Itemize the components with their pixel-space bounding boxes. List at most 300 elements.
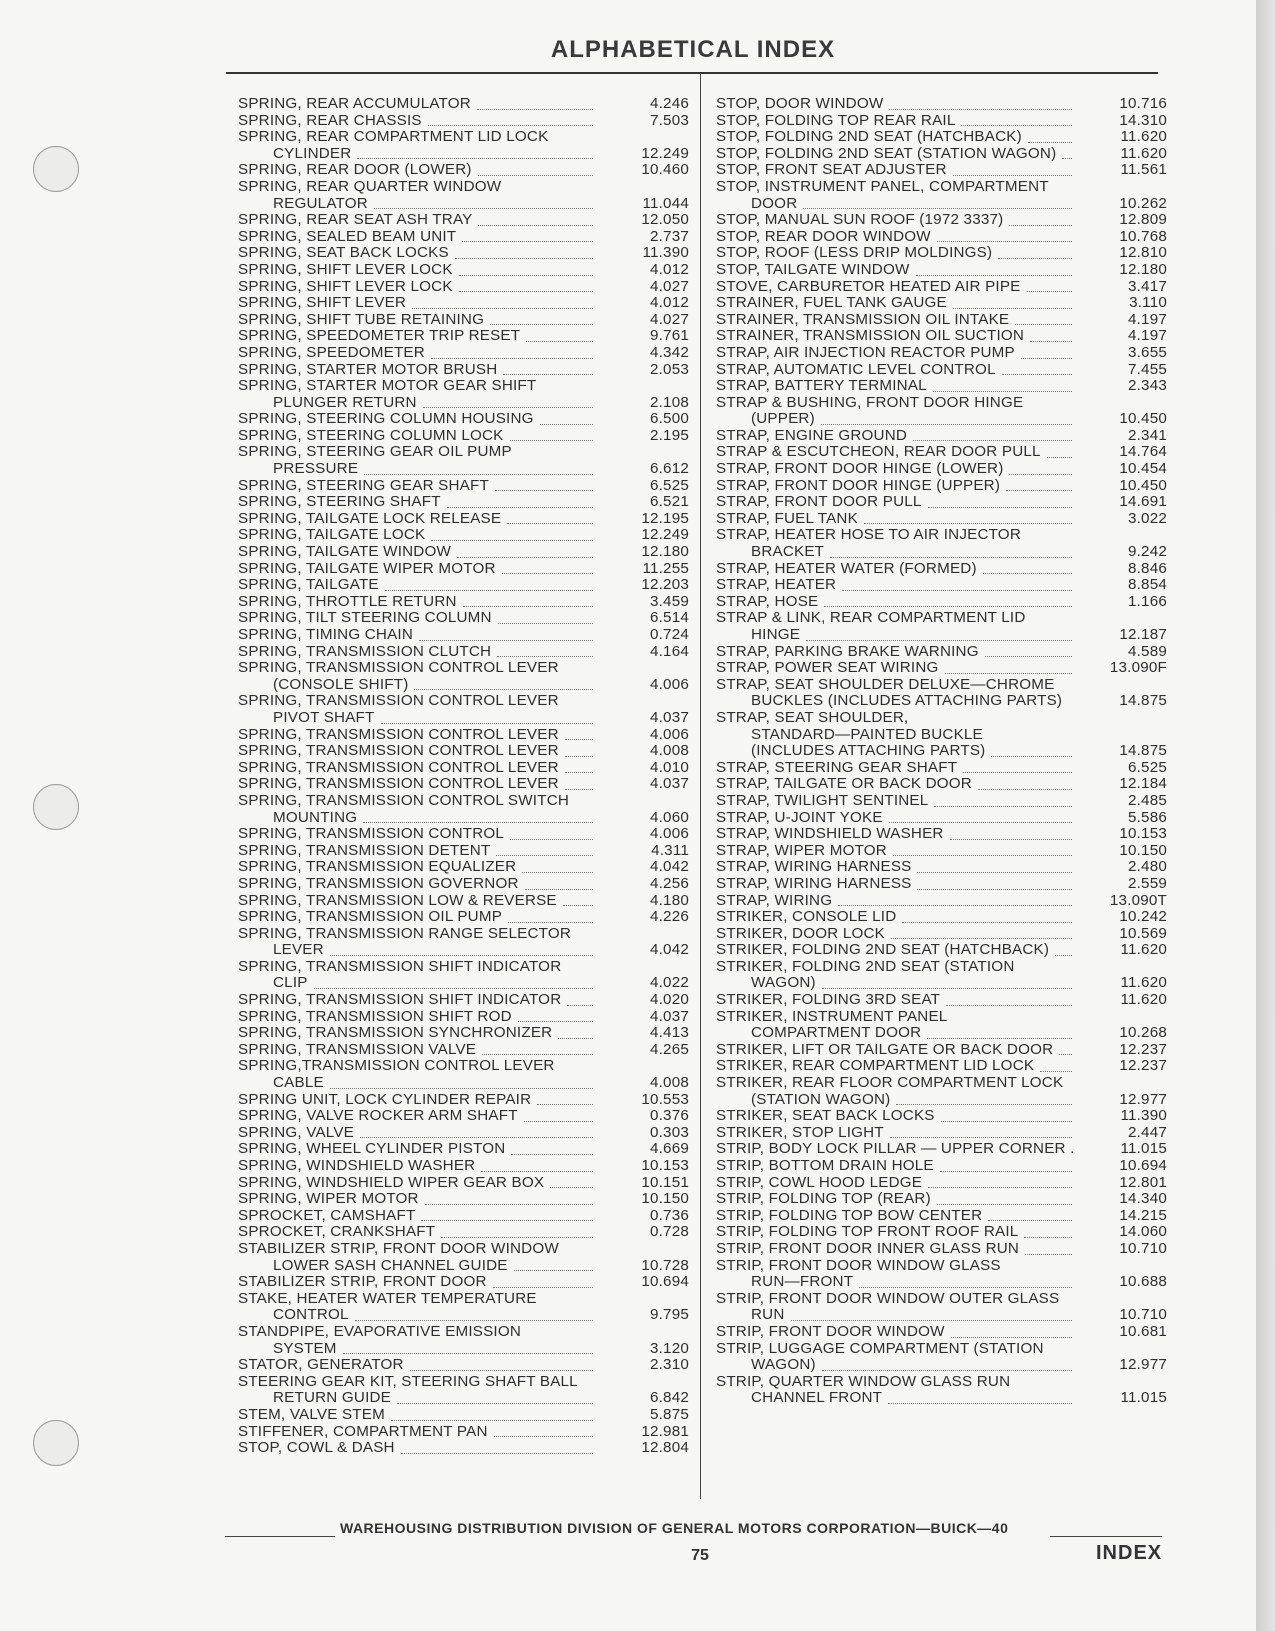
dot-leader <box>565 755 593 757</box>
entry-reference: 6.525 <box>649 476 689 494</box>
entry-text: SPRING, TRANSMISSION GOVERNOR <box>238 874 519 892</box>
dot-leader <box>360 1136 593 1138</box>
entry-reference: 14.060 <box>1119 1223 1167 1241</box>
dot-leader <box>822 987 1072 989</box>
entry-reference: 4.589 <box>1127 642 1167 660</box>
entry-reference: 4.164 <box>649 642 689 660</box>
entry-reference: 4.669 <box>649 1140 689 1158</box>
dot-leader <box>459 290 593 292</box>
entry-text: SPRING, STARTER MOTOR BRUSH <box>238 360 498 378</box>
entry-text: STRAP, FRONT DOOR PULL <box>716 493 922 511</box>
entry-reference: 3.655 <box>1127 343 1167 361</box>
dot-leader <box>493 1286 593 1288</box>
entry-text: STRIKER, REAR COMPARTMENT LID LOCK <box>716 1057 1035 1075</box>
index-entry <box>238 478 693 495</box>
index-entry <box>716 527 1171 560</box>
entry-reference: 2.343 <box>1127 377 1167 395</box>
entry-text: SPRING, TRANSMISSION RANGE SELECTOR <box>238 924 572 942</box>
dot-leader <box>508 921 593 923</box>
entry-reference: 12.977 <box>1119 1090 1167 1108</box>
index-entry <box>716 843 1171 860</box>
entry-reference: 2.195 <box>649 426 689 444</box>
page-edge <box>1256 0 1275 1631</box>
entry-text: SPRING, TRANSMISSION SHIFT INDICATOR <box>238 957 562 975</box>
entry-text: STRAP, WIRING HARNESS <box>716 874 912 892</box>
entry-reference: 10.151 <box>641 1173 689 1191</box>
entry-reference: 14.875 <box>1119 692 1167 710</box>
entry-text: STRAP, SEAT SHOULDER DELUXE—CHROME <box>716 675 1055 693</box>
entry-reference: 6.525 <box>1127 758 1167 776</box>
index-entry <box>716 710 1171 760</box>
entry-text: SPRING, TRANSMISSION CONTROL LEVER <box>238 758 559 776</box>
entry-reference: 4.020 <box>649 991 689 1009</box>
entry-text-continued: CYLINDER <box>273 144 352 162</box>
index-entry <box>238 1025 693 1042</box>
entry-text: STOP, INSTRUMENT PANEL, COMPARTMENT <box>716 177 1049 195</box>
entry-reference: 14.691 <box>1119 493 1167 511</box>
entry-reference: 10.710 <box>1119 1306 1167 1324</box>
dot-leader <box>1002 373 1072 375</box>
dot-leader <box>983 572 1072 574</box>
index-entry <box>716 1341 1171 1374</box>
dot-leader <box>355 1319 593 1321</box>
index-entry <box>238 992 693 1009</box>
index-entry <box>238 262 693 279</box>
entry-reference: 12.203 <box>641 576 689 594</box>
entry-reference: 14.340 <box>1119 1190 1167 1208</box>
entry-reference: 12.801 <box>1119 1173 1167 1191</box>
entry-text-continued: LEVER <box>273 941 324 959</box>
entry-text: SPRING, TRANSMISSION LOW & REVERSE <box>238 891 557 909</box>
index-entry <box>238 793 693 826</box>
index-entry <box>716 1324 1171 1341</box>
entry-text: SPRING, SEALED BEAM UNIT <box>238 227 457 245</box>
entry-text: STRIKER, DOOR LOCK <box>716 924 886 942</box>
dot-leader <box>933 390 1072 392</box>
dot-leader <box>503 373 593 375</box>
index-entry <box>238 345 693 362</box>
entry-text: SPRING, TAILGATE WINDOW <box>238 543 452 561</box>
index-entry <box>238 610 693 627</box>
entry-text-continued: LOWER SASH CHANNEL GUIDE <box>273 1256 508 1274</box>
entry-text: STOP, FOLDING 2ND SEAT (STATION WAGON) <box>716 144 1057 162</box>
index-entry <box>716 926 1171 943</box>
entry-reference: 11.561 <box>1120 161 1167 179</box>
dot-leader <box>889 108 1072 110</box>
index-entry <box>716 1374 1171 1407</box>
index-entry <box>716 1258 1171 1291</box>
index-entry <box>716 660 1171 677</box>
index-entry <box>716 328 1171 345</box>
dot-leader <box>890 1136 1072 1138</box>
entry-text-continued: BUCKLES (INCLUDES ATTACHING PARTS) <box>751 692 1063 710</box>
dot-leader <box>428 124 593 126</box>
dot-leader <box>917 888 1072 890</box>
index-entry <box>238 229 693 246</box>
dot-leader <box>412 307 593 309</box>
dot-leader <box>888 1402 1072 1404</box>
index-entry <box>238 162 693 179</box>
index-entry <box>238 1208 693 1225</box>
entry-reference: 4.042 <box>649 858 689 876</box>
index-entry <box>716 279 1171 296</box>
index-entry <box>238 295 693 312</box>
entry-text-continued: REGULATOR <box>273 194 368 212</box>
index-entry <box>716 1058 1171 1075</box>
dot-leader <box>565 771 593 773</box>
index-entry <box>238 1291 693 1324</box>
index-entry <box>238 627 693 644</box>
index-entry <box>716 1042 1171 1059</box>
entry-reference: 12.809 <box>1119 211 1167 229</box>
index-entry <box>238 1125 693 1142</box>
entry-text: SPRING, SHIFT LEVER <box>238 294 407 312</box>
entry-text-continued: HINGE <box>751 626 801 643</box>
entry-text-continued: CHANNEL FRONT <box>751 1389 883 1407</box>
entry-text: STRIP, COWL HOOD LEDGE <box>716 1173 923 1191</box>
index-entry <box>716 561 1171 578</box>
entry-text: SPRING, STEERING SHAFT <box>238 493 441 511</box>
dot-leader <box>928 1186 1072 1188</box>
dot-leader <box>791 1319 1072 1321</box>
index-entry <box>238 577 693 594</box>
dot-leader <box>457 556 593 558</box>
entry-text: STRAP, BATTERY TERMINAL <box>716 377 927 395</box>
dot-leader <box>357 157 593 159</box>
index-entry <box>238 1042 693 1059</box>
entry-text: SPRING, SPEEDOMETER TRIP RESET <box>238 327 521 345</box>
dot-leader <box>838 904 1072 906</box>
dot-leader <box>565 738 593 740</box>
dot-leader <box>891 937 1072 939</box>
entry-text: STRAP, PARKING BRAKE WARNING <box>716 642 979 660</box>
entry-text: STRAP, HEATER WATER (FORMED) <box>716 559 977 577</box>
entry-text-continued: BRACKET <box>751 543 825 561</box>
index-entry <box>238 693 693 726</box>
dot-leader <box>401 1452 593 1454</box>
index-entry <box>238 893 693 910</box>
entry-text: SPRING, STARTER MOTOR GEAR SHIFT <box>238 377 537 395</box>
entry-reference: 11.015 <box>1120 1389 1167 1407</box>
dot-leader <box>537 1103 593 1105</box>
entry-text: STRAP, AUTOMATIC LEVEL CONTROL <box>716 360 996 378</box>
index-entry <box>716 444 1171 461</box>
index-entry <box>238 727 693 744</box>
index-entry <box>716 876 1171 893</box>
dot-leader <box>824 605 1072 607</box>
entry-text: STRIKER, STOP LIGHT <box>716 1123 884 1141</box>
entry-text: STOP, DOOR WINDOW <box>716 95 884 112</box>
entry-text: STRIKER, SEAT BACK LOCKS <box>716 1107 935 1125</box>
index-entry <box>716 992 1171 1009</box>
title-rule <box>226 72 1158 74</box>
index-entry <box>238 561 693 578</box>
entry-reference: 10.262 <box>1119 194 1167 212</box>
dot-leader <box>1040 1070 1072 1072</box>
entry-reference: 6.842 <box>649 1389 689 1407</box>
entry-reference: 3.459 <box>649 592 689 610</box>
dot-leader <box>540 423 593 425</box>
dot-leader <box>478 224 593 226</box>
entry-reference: 11.620 <box>1120 941 1167 959</box>
index-entry <box>238 876 693 893</box>
entry-text: STRAP, HOSE <box>716 592 819 610</box>
entry-text-continued: SYSTEM <box>273 1339 337 1357</box>
entry-reference: 8.846 <box>1127 559 1167 577</box>
dot-leader <box>937 240 1072 242</box>
entry-text: SPRING, TRANSMISSION SHIFT ROD <box>238 1007 512 1025</box>
entry-text: SPRING, REAR QUARTER WINDOW <box>238 177 502 195</box>
index-entry <box>238 1357 693 1374</box>
entry-text: STIFFENER, COMPARTMENT PAN <box>238 1422 488 1440</box>
entry-reference: 12.195 <box>641 509 689 527</box>
index-entry <box>716 395 1171 428</box>
dot-leader <box>945 672 1072 674</box>
dot-leader <box>950 838 1072 840</box>
entry-reference: 11.015 <box>1120 1140 1167 1158</box>
entry-reference: 4.256 <box>649 874 689 892</box>
dot-leader <box>510 439 593 441</box>
index-entry <box>716 129 1171 146</box>
dot-leader <box>941 1120 1072 1122</box>
dot-leader <box>1055 954 1072 956</box>
entry-reference: 4.012 <box>649 260 689 278</box>
entry-text: STRIKER, LIFT OR TAILGATE OR BACK DOOR <box>716 1040 1054 1058</box>
entry-text: STRIP, FRONT DOOR WINDOW <box>716 1322 945 1340</box>
entry-reference: 2.447 <box>1127 1123 1167 1141</box>
entry-text: SPRING, TRANSMISSION DETENT <box>238 841 491 859</box>
index-entry <box>238 1158 693 1175</box>
entry-text-continued: WAGON) <box>751 974 816 992</box>
dot-leader <box>889 821 1072 823</box>
index-entry <box>716 893 1171 910</box>
entry-reference: 10.450 <box>1119 476 1167 494</box>
index-entry <box>238 511 693 528</box>
dot-leader <box>934 805 1072 807</box>
dot-leader <box>963 771 1072 773</box>
entry-text: SPRING, STEERING GEAR OIL PUMP <box>238 443 512 461</box>
entry-text: STRAP, WINDSHIELD WASHER <box>716 825 944 843</box>
entry-text: STRIKER, CONSOLE LID <box>716 908 897 926</box>
index-entry <box>716 1291 1171 1324</box>
dot-leader <box>502 572 593 574</box>
entry-reference: 10.454 <box>1119 460 1167 478</box>
entry-reference: 12.237 <box>1119 1057 1167 1075</box>
dot-leader <box>524 1120 593 1122</box>
index-entry <box>238 1324 693 1357</box>
dot-leader <box>447 506 593 508</box>
index-entry <box>716 1158 1171 1175</box>
dot-leader <box>946 1004 1072 1006</box>
dot-leader <box>1027 290 1072 292</box>
entry-reference: 2.480 <box>1127 858 1167 876</box>
entry-text: SPRING, WIPER MOTOR <box>238 1190 419 1208</box>
entry-reference: 10.150 <box>641 1190 689 1208</box>
entry-text: STRAP, AIR INJECTION REACTOR PUMP <box>716 343 1015 361</box>
binder-hole <box>33 146 79 192</box>
index-entry <box>238 959 693 992</box>
entry-reference: 9.761 <box>649 327 689 345</box>
dot-leader <box>565 788 593 790</box>
entry-text-continued: PLUNGER RETURN <box>273 393 417 411</box>
entry-text: STRIP, BOTTOM DRAIN HOLE <box>716 1157 934 1174</box>
entry-text: STAKE, HEATER WATER TEMPERATURE <box>238 1289 537 1307</box>
entry-text-continued: WAGON) <box>751 1356 816 1374</box>
index-entry <box>238 544 693 561</box>
entry-reference: 11.255 <box>642 559 689 577</box>
entry-text: STRIP, QUARTER WINDOW GLASS RUN <box>716 1372 1011 1390</box>
dot-leader <box>441 1236 593 1238</box>
index-entry <box>238 1224 693 1241</box>
dot-leader <box>998 257 1072 259</box>
entry-text: SPRING,TRANSMISSION CONTROL LEVER <box>238 1057 555 1075</box>
entry-text-continued: STANDARD—PAINTED BUCKLE <box>751 725 983 743</box>
dot-leader <box>927 1037 1072 1039</box>
dot-leader <box>1030 340 1072 342</box>
index-entry <box>716 96 1171 113</box>
index-entry <box>238 428 693 445</box>
entry-reference: 4.060 <box>649 808 689 826</box>
index-entry <box>238 1191 693 1208</box>
entry-text: SPRING, WINDSHIELD WIPER GEAR BOX <box>238 1173 545 1191</box>
dot-leader <box>563 904 593 906</box>
index-entry <box>716 362 1171 379</box>
entry-text: SPRING, TRANSMISSION VALVE <box>238 1040 477 1058</box>
index-entry <box>238 1407 693 1424</box>
entry-reference: 11.620 <box>1120 974 1167 992</box>
entry-text: STOP, TAILGATE WINDOW <box>716 260 910 278</box>
entry-text: STRAP, FRONT DOOR HINGE (UPPER) <box>716 476 1001 494</box>
binder-hole <box>33 1420 79 1466</box>
entry-text: STOP, FOLDING TOP REAR RAIL <box>716 111 956 129</box>
index-entry <box>716 810 1171 827</box>
dot-leader <box>522 871 593 873</box>
page-number: 75 <box>691 1547 709 1564</box>
entry-text: SPRING, SHIFT LEVER LOCK <box>238 277 453 295</box>
entry-text: STATOR, GENERATOR <box>238 1356 404 1374</box>
entry-text: SPRING, STEERING COLUMN LOCK <box>238 426 504 444</box>
entry-text: STEERING GEAR KIT, STEERING SHAFT BALL <box>238 1372 578 1390</box>
entry-text: STOP, MANUAL SUN ROOF (1972 3337) <box>716 211 1004 229</box>
index-entry <box>238 594 693 611</box>
entry-reference: 10.268 <box>1119 1024 1167 1042</box>
entry-reference: 3.417 <box>1127 277 1167 295</box>
index-entry <box>238 1141 693 1158</box>
entry-reference: 12.981 <box>641 1422 689 1440</box>
dot-leader <box>567 1004 593 1006</box>
dot-leader <box>510 838 593 840</box>
index-entry <box>716 594 1171 611</box>
entry-reference: 12.180 <box>1119 260 1167 278</box>
entry-text: STRIP, FOLDING TOP (REAR) <box>716 1190 931 1208</box>
index-entry <box>716 312 1171 329</box>
index-entry <box>716 610 1171 643</box>
entry-reference: 2.310 <box>649 1356 689 1374</box>
dot-leader <box>425 1203 593 1205</box>
entry-text: SPRING, TAILGATE <box>238 576 379 594</box>
entry-reference: 12.249 <box>641 526 689 544</box>
entry-reference: 4.413 <box>649 1024 689 1042</box>
entry-text: SPRING, WINDSHIELD WASHER <box>238 1157 476 1174</box>
entry-text: SPROCKET, CRANKSHAFT <box>238 1223 436 1241</box>
dot-leader <box>928 506 1072 508</box>
footer-rule-right <box>1050 1536 1162 1537</box>
index-entry <box>238 96 693 113</box>
index-entry <box>716 461 1171 478</box>
index-entry <box>716 776 1171 793</box>
entry-text: STRIP, FOLDING TOP FRONT ROOF RAIL <box>716 1223 1019 1241</box>
dot-leader <box>330 954 593 956</box>
entry-text: SPRING, TRANSMISSION CONTROL LEVER <box>238 725 559 743</box>
entry-reference: 12.237 <box>1119 1040 1167 1058</box>
dot-leader <box>940 1170 1072 1172</box>
entry-text: STOVE, CARBURETOR HEATED AIR PIPE <box>716 277 1021 295</box>
index-entry <box>238 378 693 411</box>
page-title: ALPHABETICAL INDEX <box>550 36 836 63</box>
entry-reference: 7.503 <box>649 111 689 129</box>
dot-leader <box>423 406 593 408</box>
dot-leader <box>414 688 593 690</box>
dot-leader <box>330 1087 593 1089</box>
entry-reference: 2.559 <box>1127 874 1167 892</box>
dot-leader <box>494 1435 593 1437</box>
index-entry <box>238 859 693 876</box>
index-entry <box>238 245 693 262</box>
entry-reference: 0.736 <box>649 1206 689 1224</box>
entry-text: STABILIZER STRIP, FRONT DOOR WINDOW <box>238 1239 559 1257</box>
index-entry <box>716 1208 1171 1225</box>
entry-reference: 13.090F <box>1109 659 1167 677</box>
entry-text: STOP, FOLDING 2ND SEAT (HATCHBACK) <box>716 128 1022 146</box>
entry-text: STRAP & BUSHING, FRONT DOOR HINGE <box>716 393 1024 411</box>
entry-reference: 6.514 <box>649 609 689 627</box>
index-entry <box>238 312 693 329</box>
entry-text: STRAINER, TRANSMISSION OIL INTAKE <box>716 310 1010 328</box>
entry-reference: 2.108 <box>649 393 689 411</box>
entry-reference: 10.569 <box>1119 924 1167 942</box>
dot-leader <box>806 639 1072 641</box>
entry-text: STOP, REAR DOOR WINDOW <box>716 227 931 245</box>
entry-reference: 14.875 <box>1119 742 1167 760</box>
entry-reference: 14.310 <box>1119 111 1167 129</box>
entry-text-continued: DOOR <box>751 194 798 212</box>
index-entry <box>716 245 1171 262</box>
index-entry <box>716 959 1171 992</box>
entry-reference: 5.586 <box>1127 808 1167 826</box>
dot-leader <box>497 655 593 657</box>
index-entry <box>716 478 1171 495</box>
entry-text-continued: (INCLUDES ATTACHING PARTS) <box>751 742 986 760</box>
entry-reference: 10.553 <box>641 1090 689 1108</box>
dot-leader <box>988 1219 1072 1221</box>
entry-text: SPRING, WHEEL CYLINDER PISTON <box>238 1140 506 1158</box>
entry-reference: 12.977 <box>1119 1356 1167 1374</box>
entry-reference: 10.694 <box>1119 1157 1167 1174</box>
dot-leader <box>1015 323 1072 325</box>
dot-leader <box>821 423 1072 425</box>
entry-text: STRAP, ENGINE GROUND <box>716 426 908 444</box>
dot-leader <box>482 1053 593 1055</box>
index-entry <box>716 113 1171 130</box>
index-entry <box>716 1009 1171 1042</box>
dot-leader <box>550 1186 593 1188</box>
index-entry <box>716 942 1171 959</box>
dot-leader <box>830 556 1072 558</box>
entry-reference: 3.120 <box>649 1339 689 1357</box>
index-entry <box>716 826 1171 843</box>
index-entry <box>716 644 1171 661</box>
dot-leader <box>343 1352 593 1354</box>
